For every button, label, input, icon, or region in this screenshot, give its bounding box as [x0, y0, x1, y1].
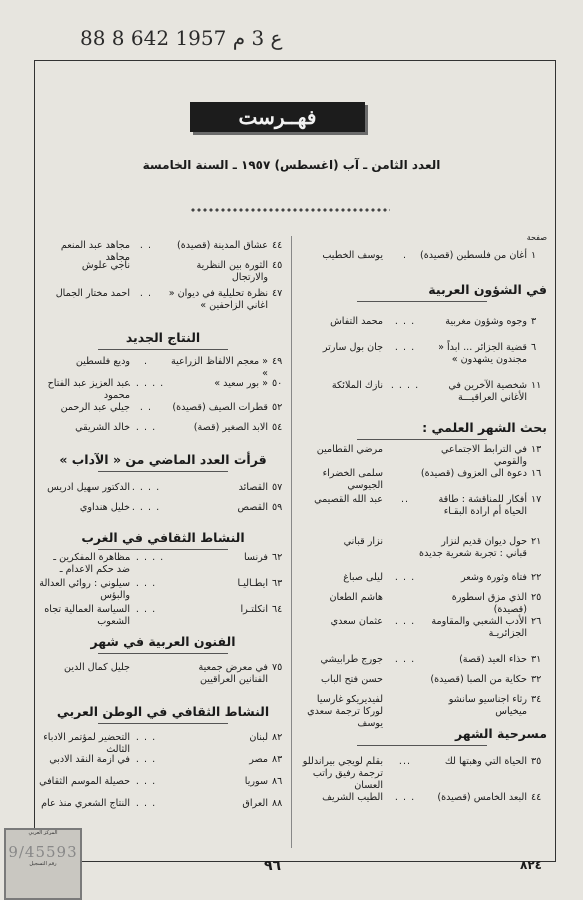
- toc-entry-title: ايطـاليـا: [237, 578, 268, 589]
- toc-entry-title: حذاء العيد (قصة): [459, 654, 527, 665]
- toc-entry: [297, 536, 547, 566]
- toc-leader-dots: . . .: [135, 604, 157, 615]
- toc-entry: [38, 604, 288, 634]
- toc-leader-dots: . . . .: [131, 482, 161, 493]
- toc-entry-author: خليل هنداوي: [79, 502, 130, 513]
- toc-entry-author: بقلم لويجي بيراندللو ترجمة رفيق راتب العسان: [302, 756, 383, 791]
- toc-page-number: ٥٤: [272, 422, 283, 433]
- toc-entry-author: مرضي القطامين: [316, 444, 383, 455]
- toc-page-number: ٤٥: [272, 260, 283, 271]
- toc-entry-author: مظاهرة المفكرين ـ ضد حكم الاعدام ـ: [53, 552, 130, 575]
- toc-page-number: ٦٤: [272, 604, 283, 615]
- toc-page-number: ٨٢: [272, 732, 283, 743]
- toc-leader-dots: . . .: [394, 616, 416, 627]
- library-stamp: [4, 828, 82, 900]
- toc-entry-author: ناجي علوش: [81, 260, 130, 271]
- toc-entry: [297, 250, 547, 280]
- toc-leader-dots: . . . .: [131, 502, 161, 513]
- toc-page-number: ٧٥: [272, 662, 283, 673]
- section-underline: [98, 549, 228, 550]
- toc-entry: [38, 422, 288, 452]
- toc-entry-title: نظرة تحليلية في ديوان « اغاني الزاحفين »: [168, 288, 268, 311]
- section-heading: مسرحية الشهر: [454, 726, 547, 741]
- toc-entry-author: خالد الشريقي: [75, 422, 130, 433]
- toc-entry-author: ليلى صباغ: [343, 572, 383, 583]
- toc-page-number: ٣٥: [531, 756, 542, 767]
- toc-entry-title: مصر: [249, 754, 268, 765]
- toc-entry-title: فرنسا: [243, 552, 268, 563]
- toc-leader-dots: . .: [139, 240, 153, 251]
- toc-entry-title: شخصية الآخرين في الأغاني العراقيـــة: [448, 380, 527, 403]
- toc-entry-title: سوريا: [244, 776, 268, 787]
- toc-entry-author: نازك الملائكة: [331, 380, 383, 391]
- toc-page-number: ٨٨: [272, 798, 283, 809]
- toc-entry: [297, 616, 547, 646]
- page-number-right: ٨٢٤: [520, 858, 542, 872]
- toc-leader-dots: . . .: [135, 732, 157, 743]
- toc-leader-dots: . . . .: [390, 380, 420, 391]
- toc-entry-author: عبد العزيز عبد الفتاح محمود: [47, 378, 130, 401]
- toc-page-number: ٤٩: [272, 356, 283, 367]
- toc-entry-title: لبنان: [249, 732, 268, 743]
- toc-page-number: ٢٥: [531, 592, 542, 603]
- toc-entry-author: التحضير لمؤتمر الادباء الثالث: [43, 732, 130, 755]
- toc-entry-author: محمد التفاش: [330, 316, 383, 327]
- toc-page-number: ٥٧: [272, 482, 283, 493]
- toc-page-number: ٦: [531, 342, 537, 353]
- toc-leader-dots: . . .: [394, 654, 416, 665]
- stamp-number: 9/45593: [8, 843, 78, 861]
- toc-page-number: ٦٣: [272, 578, 283, 589]
- toc-leader-dots: . . .: [394, 792, 416, 803]
- toc-page-number: ١٣: [531, 444, 542, 455]
- page-title: فهــرست: [190, 102, 365, 132]
- toc-entry-title: دعوة الى العزوف (قصيدة): [420, 468, 527, 479]
- toc-entry-author: السياسة العمالية تجاه الشعوب: [44, 604, 130, 627]
- toc-page-number: ١٦: [531, 468, 542, 479]
- toc-entry-author: نزار قباني: [343, 536, 383, 547]
- toc-entry-title: أفكار للمناقشة : طاقة الحياة أم ارادة البقـاء: [438, 494, 527, 517]
- toc-leader-dots: . . .: [394, 316, 416, 327]
- toc-leader-dots: . . .: [135, 776, 157, 787]
- toc-entry-author: احمد مختار الجمال: [55, 288, 130, 299]
- toc-entry-title: حول ديوان قديم لنزار قباني : تجربة شعرية جديدة: [419, 536, 527, 559]
- toc-entry-author: حسن فتح الباب: [320, 674, 383, 685]
- toc-page-number: ٣٢: [531, 674, 542, 685]
- toc-page-number: ٥٠: [272, 378, 283, 389]
- toc-page-number: ٣: [531, 316, 537, 327]
- toc-entry-title: الابد الصغير (قصة): [193, 422, 268, 433]
- toc-entry-title: قضية الجزائر ... ابداً « مجندون يشهدون »: [438, 342, 527, 365]
- toc-page-number: ٦٢: [272, 552, 283, 563]
- toc-entry-author: عثمان سعدي: [330, 616, 383, 627]
- section-underline: [98, 349, 228, 350]
- toc-entry-author: النتاج الشعري منذ عام: [41, 798, 130, 809]
- toc-entry-title: الثورة بين النظرية والارتجال: [196, 260, 268, 283]
- toc-entry-title: رثاء اجناسيو سانشو ميخياس: [448, 694, 527, 717]
- section-heading: بحث الشهر العلمي :: [422, 420, 547, 435]
- section-underline: [98, 723, 228, 724]
- toc-entry-author: يوسف الخطيب: [322, 250, 383, 261]
- toc-entry-title: البعد الخامس (قصيدة): [437, 792, 527, 803]
- toc-page-number: ٨٦: [272, 776, 283, 787]
- toc-page-number: ١٧: [531, 494, 542, 505]
- toc-leader-dots: . . .: [135, 798, 157, 809]
- toc-entry-author: عبد الله القصيمي: [314, 494, 383, 505]
- toc-entry-author: الطيب الشريف: [322, 792, 383, 803]
- section-heading: في الشؤون العربية: [428, 282, 547, 297]
- toc-page-number: ١١: [531, 380, 542, 391]
- toc-leader-dots: . . .: [135, 754, 157, 765]
- toc-entry-author: جيلي عبد الرحمن: [60, 402, 130, 413]
- toc-entry-author: سلمى الخضراء الجيوسي: [322, 468, 383, 491]
- toc-page-number: ٢٦: [531, 616, 542, 627]
- toc-entry: [297, 380, 547, 410]
- toc-leader-dots: . . . . .: [127, 552, 165, 563]
- toc-leader-dots: . . . . .: [127, 378, 165, 389]
- toc-page-number: ٤٤: [272, 240, 283, 251]
- wavy-divider: [190, 206, 390, 214]
- toc-entry-author: سيلوني : روائي العدالة والبؤس: [39, 578, 130, 601]
- toc-entry: [297, 494, 547, 524]
- handwritten-note: 88 8 ع 3 م 1957 642: [80, 26, 283, 50]
- toc-entry-title: حكاية من الصبا (قصيدة): [430, 674, 527, 685]
- toc-leader-dots: ..: [400, 494, 410, 505]
- toc-entry: [38, 798, 288, 828]
- toc-page-number: ٥٩: [272, 502, 283, 513]
- toc-page-number: ٥٢: [272, 402, 283, 413]
- toc-entry-author: جان بول سارتر: [322, 342, 383, 353]
- toc-entry: [297, 694, 547, 729]
- page-number-center: ٩٦: [264, 858, 282, 874]
- toc-page-number: ٨٣: [272, 754, 283, 765]
- toc-entry-title: الذي مزق اسطورة (قصيدة): [451, 592, 527, 615]
- toc-entry-title: قطرات الصيف (قصيدة): [172, 402, 268, 413]
- page-label: صفحة: [526, 233, 547, 242]
- stamp-label: رقم التسجيل: [29, 861, 57, 867]
- section-heading: النشاط الثقافي في الوطن العربي: [56, 704, 270, 719]
- toc-entry: [38, 662, 288, 692]
- toc-leader-dots: . .: [139, 402, 153, 413]
- toc-entry-title: في معرض جمعية الفنانين العراقيين: [198, 662, 268, 685]
- toc-page-number: ٤٤: [531, 792, 542, 803]
- section-heading: قرأت العدد الماضي من « الآداب »: [59, 452, 267, 467]
- toc-leader-dots: . . .: [135, 578, 157, 589]
- toc-entry-author: جورج طرابيشي: [320, 654, 383, 665]
- toc-entry: [297, 756, 547, 791]
- toc-entry-title: الحياة التي وهبتها لك: [444, 756, 527, 767]
- toc-page-number: ٣٤: [531, 694, 542, 705]
- toc-entry-title: القصائد: [238, 482, 268, 493]
- toc-entry-title: عشاق المدينة (قصيدة): [177, 240, 268, 251]
- toc-leader-dots: . .: [139, 288, 153, 299]
- toc-entry: [297, 792, 547, 822]
- toc-leader-dots: ...: [398, 756, 412, 767]
- toc-page-number: ٢٢: [531, 572, 542, 583]
- toc-page-number: ٣١: [531, 654, 542, 665]
- toc-leader-dots: .: [402, 250, 408, 261]
- section-underline: [98, 471, 228, 472]
- section-underline: [98, 653, 228, 654]
- toc-entry: [38, 288, 288, 318]
- toc-page-number: ٢١: [531, 536, 542, 547]
- issue-line: العدد الثامن ـ آب (اغسطس) ١٩٥٧ ـ السنة الخامسة: [142, 158, 441, 172]
- toc-page-number: ٤٧: [272, 288, 283, 299]
- section-underline: [357, 301, 487, 302]
- toc-entry: [297, 342, 547, 372]
- toc-leader-dots: . . .: [135, 422, 157, 433]
- toc-entry-title: القصص: [237, 502, 268, 513]
- toc-leader-dots: . . .: [394, 342, 416, 353]
- section-underline: [357, 745, 487, 746]
- toc-entry-author: هاشم الطعان: [329, 592, 383, 603]
- toc-entry: [38, 260, 288, 290]
- section-underline: [357, 439, 487, 440]
- section-heading: الفنون العربية في شهر: [90, 634, 236, 649]
- column-divider: [291, 236, 292, 848]
- toc-entry-author: وديع فلسطين: [75, 356, 130, 367]
- toc-entry-title: أغان من فلسطين (قصيدة): [420, 250, 527, 261]
- toc-entry-author: مجاهد عبد المنعم مجاهد: [60, 240, 130, 263]
- toc-entry-author: حصيلة الموسم الثقافي: [39, 776, 130, 787]
- toc-page-number: ١: [531, 250, 537, 261]
- toc-entry-author: في ازمة النقد الادبي: [49, 754, 130, 765]
- toc-entry: [38, 502, 288, 532]
- stamp-text: المركز العربي: [28, 830, 58, 836]
- toc-entry-title: « معجم الالفاظ الزراعية »: [170, 356, 268, 379]
- toc-entry-author: الدكتور سهيل ادريس: [47, 482, 130, 493]
- toc-entry-author: جليل كمال الدين: [64, 662, 130, 673]
- toc-entry-title: انكلتـرا: [240, 604, 268, 615]
- toc-leader-dots: . . .: [394, 572, 416, 583]
- toc-entry-title: الأدب الشعبي والمقاومة الجزائريـة: [431, 616, 527, 639]
- toc-entry-title: فتاة وثورة وشعر: [460, 572, 527, 583]
- toc-entry-title: العراق: [242, 798, 268, 809]
- toc-entry-author: لفيديريكو غارسيا لوركا ترجمة سعدي يوسف: [307, 694, 383, 729]
- toc-entry-title: في الترابط الاجتماعي والقومي: [440, 444, 527, 467]
- toc-entry-title: وجوه وشؤون مغربية: [445, 316, 527, 327]
- section-heading: النتاج الجديد: [125, 330, 201, 345]
- toc-entry-title: « بور سعيد »: [214, 378, 268, 389]
- section-heading: النشاط الثقافي في الغرب: [81, 530, 245, 545]
- toc-leader-dots: .: [143, 356, 149, 367]
